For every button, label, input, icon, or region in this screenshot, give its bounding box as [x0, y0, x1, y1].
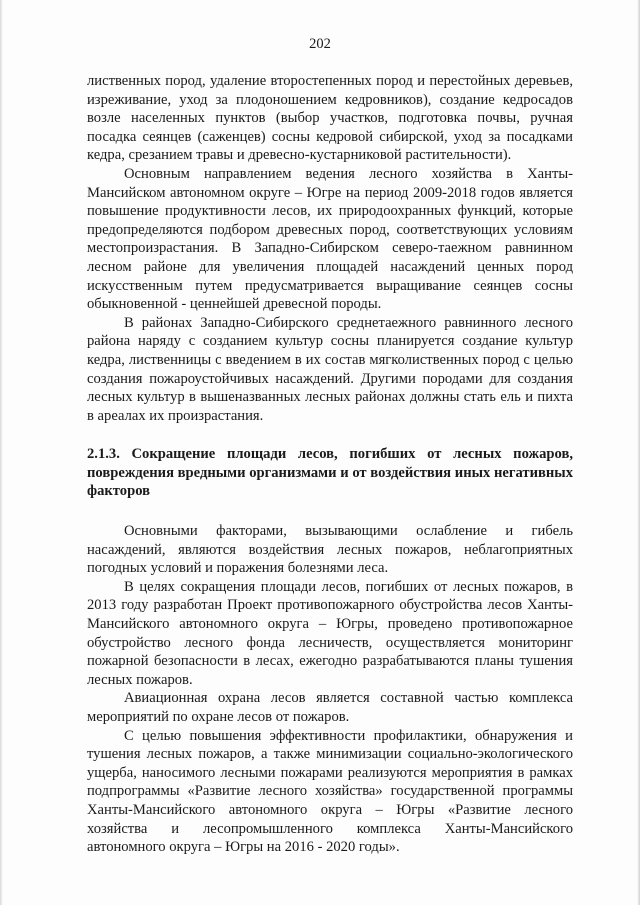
- paragraph-mid-taiga: В районах Западно-Сибирского среднетаежного равнинного лесного района наряду с созданием культур сосны планируется создание культур кедра, лиственницы с введением в их состав мягколиственных пород с целью создания пожароустойчивых насаждений. Другими породами для создания лесных культур в вышеназванных лесных районах должны стать ель и пихта в ареалах их произрастания.: [87, 314, 573, 424]
- paragraph-factors: Основными факторами, вызывающими ослабление и гибель насаждений, являются воздействия лесных пожаров, неблагоприятных погодных условий и поражения болезнями леса.: [87, 523, 573, 577]
- page-number: 202: [309, 36, 331, 52]
- paragraph-main-direction: Основным направлением ведения лесного хозяйства в Ханты-Мансийском автономном округе – Югре на период 2009-2018 годов является повышение продуктивности лесов, их природоохранных функций, которые предопределяются подбором древесных пород, соответствующих условиям местопроизрастания. В Западно-Сибирском северо-таежном равнинном лесном районе для увеличения площадей насаждений ценных пород искусственным путем предусматривается выращивание сеянцев сосны обыкновенной - ценнейшей древесной породы.: [87, 165, 573, 313]
- paragraph-fire-project: В целях сокращения площади лесов, погибших от лесных пожаров, в 2013 году разработан Проект противопожарного обустройства лесов Ханты-Мансийского автономного округа – Югры, проведено противопожарное обустройство лесного фонда лесничеств, осуществляется мониторинг пожарной безопасности в лесах, ежегодно разрабатываются планы тушения лесных пожаров.: [87, 578, 573, 688]
- paragraph-subprogram: С целью повышения эффективности профилактики, обнаружения и тушения лесных пожаров, а также минимизации социально-экологического ущерба, наносимого лесными пожарами реализуются мероприятия в рамках подпрограммы «Развитие лесного хозяйства» государственной программы Ханты-Мансийского автономного округа – Югры «Развитие лесного хозяйства и лесопромышленного комплекса Ханты-Мансийского автономного округа – Югры на 2016 - 2020 годы».: [87, 727, 573, 856]
- scan-edge-left: [0, 0, 3, 905]
- paragraph-aviation: Авиационная охрана лесов является составной частью комплекса мероприятий по охране лесов от пожаров.: [87, 690, 573, 725]
- paragraph-continuation: лиственных пород, удаление второстепенных пород и перестойных деревьев, изреживание, уход за плодоношением кедровников), создание кедросадов возле населенных пунктов (выбор участков, подготовка почвы, ручная посадка сеянцев (саженцев) сосны кедровой сибирской, уход за посадками кедра, срезанием травы и древесно-кустарниковой растительности).: [87, 73, 573, 164]
- section-heading: 2.1.3. Сокращение площади лесов, погибших от лесных пожаров, повреждения вредными организмами и от воздействия иных негативных факторов: [87, 446, 573, 500]
- document-body: [87, 72, 573, 857]
